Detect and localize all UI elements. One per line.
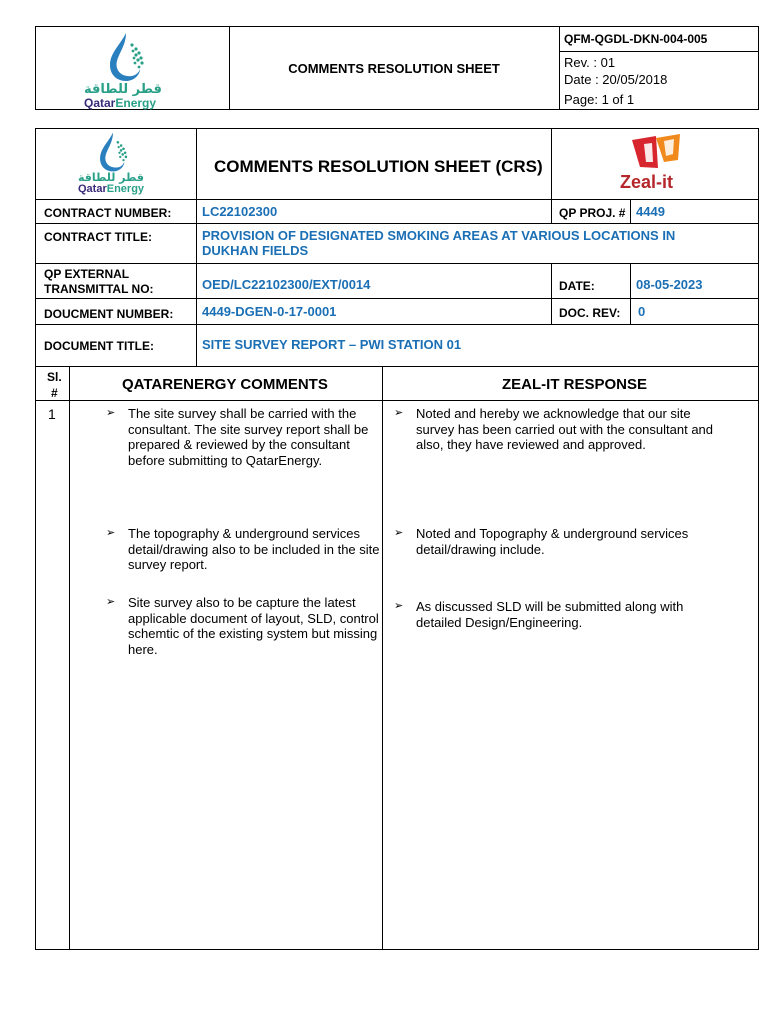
page-number: Page: 1 of 1: [564, 92, 635, 107]
header-title: COMMENTS RESOLUTION SHEET: [229, 27, 560, 109]
arrow-bullet-icon: ➢: [394, 600, 404, 612]
contract-title-value: PROVISION OF DESIGNATED SMOKING AREAS AT VARIOUS LOCATIONS IN DUKHAN FIELDS: [202, 228, 676, 258]
date-value: 08-05-2023: [636, 277, 703, 292]
document-title-label: DOCUMENT TITLE:: [44, 339, 154, 353]
sl-header: Sl.: [47, 370, 62, 384]
document-title-value: SITE SURVEY REPORT – PWI STATION 01: [202, 337, 462, 352]
arrow-bullet-icon: ➢: [106, 407, 116, 419]
revision: Rev. : 01: [564, 55, 616, 70]
response-item: ➢ Noted and Topography & underground services detail/drawing include.: [394, 526, 689, 557]
arrow-bullet-icon: ➢: [394, 407, 404, 419]
zeal-it-logo: [620, 134, 696, 194]
document-number-value: 4449-DGEN-0-17-0001: [202, 304, 337, 319]
qatarenergy-wordmark: QatarEnergy: [84, 96, 157, 110]
response-item: ➢ Noted and hereby we acknowledge that our site survey has been carried out with the consultant and also, they have reviewed and approved.: [394, 406, 714, 452]
sl-header-hash: #: [51, 386, 58, 400]
comment-item: ➢ Site survey also to be capture the latest applicable document of layout, SLD, control schemtic of the existing system but missing here.: [106, 595, 379, 657]
contract-title-label: CONTRACT TITLE:: [44, 230, 152, 244]
header-date: Date : 20/05/2018: [564, 72, 668, 87]
qatarenergy-comments-header: QATARENERGY COMMENTS: [122, 376, 328, 393]
qatarenergy-wordmark: QatarEnergy: [78, 183, 145, 195]
header-logo-cell: [36, 27, 230, 109]
date-label: DATE:: [559, 279, 595, 293]
arrow-bullet-icon: ➢: [106, 527, 116, 539]
crs-table: [35, 128, 759, 950]
transmittal-number-value: OED/LC22102300/EXT/0014: [202, 277, 371, 292]
qp-proj-value: 4449: [636, 204, 665, 219]
header-meta-cell: [559, 27, 758, 109]
row-number: 1: [48, 406, 56, 422]
contract-number-value: LC22102300: [202, 204, 278, 219]
document-number-label: DOUCMENT NUMBER:: [44, 307, 174, 321]
doc-rev-label: DOC. REV:: [559, 306, 621, 320]
qatarenergy-arabic-text: قطر للطاقة: [84, 82, 162, 97]
qatarenergy-arabic-text: قطر للطاقة: [78, 171, 144, 184]
doc-code: QFM-QGDL-DKN-004-005: [559, 27, 758, 52]
arrow-bullet-icon: ➢: [394, 527, 404, 539]
crs-title: COMMENTS RESOLUTION SHEET (CRS): [214, 157, 543, 176]
qatarenergy-drop-icon: [98, 31, 154, 88]
transmittal-label-line1: QP EXTERNAL: [44, 267, 130, 281]
contract-number-label: CONTRACT NUMBER:: [44, 206, 172, 220]
arrow-bullet-icon: ➢: [106, 596, 116, 608]
response-item: ➢ As discussed SLD will be submitted along with detailed Design/Engineering.: [394, 599, 684, 630]
doc-rev-value: 0: [638, 304, 646, 319]
zeal-it-response-header: ZEAL-IT RESPONSE: [502, 376, 648, 393]
qp-proj-label: QP PROJ. #: [559, 206, 626, 220]
document-header: [35, 26, 759, 110]
transmittal-label-line2: TRANSMITTAL NO:: [44, 282, 154, 296]
zeal-it-logo-icon: [626, 134, 696, 170]
comment-item: ➢ The site survey shall be carried with the consultant. The site survey report shall be prepared & reviewed by the consultant before submitting to QatarEnergy.: [106, 406, 369, 468]
zeal-it-wordmark: Zeal-it: [620, 172, 674, 192]
comment-item: ➢ The topography & underground services detail/drawing also to be included in the site survey report.: [106, 526, 380, 572]
